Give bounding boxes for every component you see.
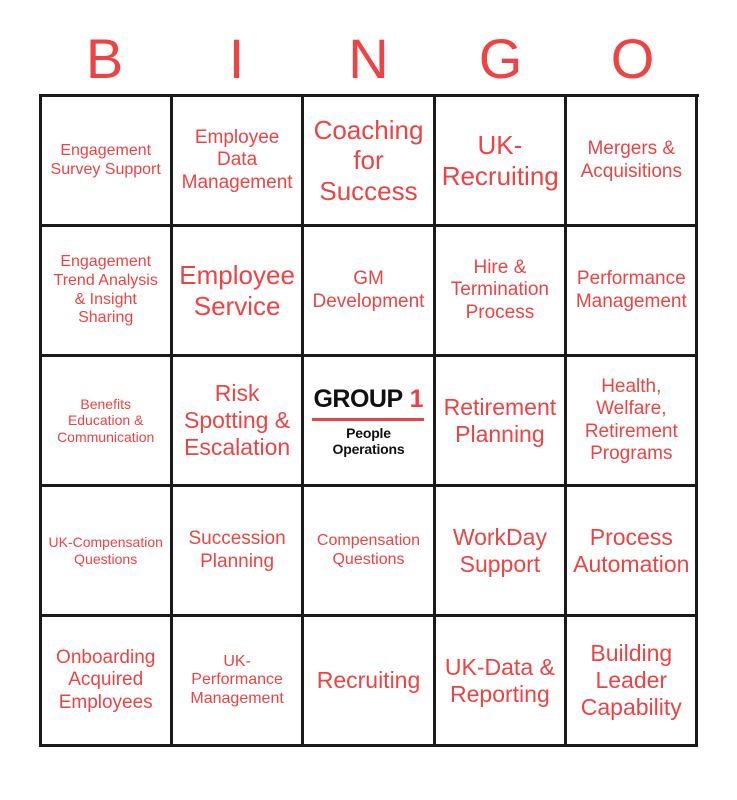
bingo-cell[interactable] bbox=[42, 97, 173, 227]
bingo-cell[interactable] bbox=[304, 97, 435, 227]
bingo-cell-label: Succession Planning bbox=[188, 528, 286, 572]
bingo-cell[interactable] bbox=[436, 227, 567, 357]
bingo-cell-label: UK-Performance Management bbox=[190, 652, 284, 707]
bingo-cell[interactable] bbox=[173, 487, 304, 617]
logo-number: 1 bbox=[409, 384, 424, 413]
bingo-cell-label: Retirement Planning bbox=[443, 393, 557, 447]
bingo-cell-label: Process Automation bbox=[573, 523, 690, 577]
bingo-cell[interactable] bbox=[173, 357, 304, 487]
logo-underline bbox=[312, 418, 424, 421]
bingo-cell-label: Compensation Questions bbox=[316, 531, 421, 568]
bingo-cell-label: Engagement Trend Analysis & Insight Sharing bbox=[53, 253, 158, 327]
bingo-cell-label: Hire & Termination Process bbox=[450, 257, 549, 323]
bingo-cell-label: UK-Data & Reporting bbox=[444, 653, 555, 707]
bingo-cell[interactable] bbox=[42, 227, 173, 357]
bingo-cell-label: Coaching for Success bbox=[313, 115, 424, 206]
bingo-cell[interactable] bbox=[567, 97, 698, 227]
bingo-cell-label: Employee Data Management bbox=[181, 127, 293, 193]
bingo-cell[interactable] bbox=[436, 97, 567, 227]
bingo-cell[interactable] bbox=[436, 357, 567, 487]
bingo-cell[interactable] bbox=[304, 487, 435, 617]
bingo-cell-label: GM Development bbox=[312, 268, 425, 312]
bingo-cell-label: Recruiting bbox=[316, 667, 421, 694]
bingo-grid bbox=[39, 94, 699, 747]
bingo-cell[interactable] bbox=[42, 617, 173, 747]
bingo-cell[interactable] bbox=[567, 357, 698, 487]
bingo-cell[interactable] bbox=[436, 487, 567, 617]
bingo-cell[interactable] bbox=[173, 227, 304, 357]
bingo-cell-label: Benefits Education & Communication bbox=[57, 396, 155, 445]
logo-subtitle: People Operations bbox=[332, 424, 405, 457]
bingo-cell-label: Onboarding Acquired Employees bbox=[56, 647, 156, 713]
bingo-letter-n: N bbox=[348, 27, 389, 90]
bingo-cell[interactable] bbox=[436, 617, 567, 747]
bingo-cell-label: Mergers & Acquisitions bbox=[580, 138, 682, 182]
bingo-cell-label: Health, Welfare, Retirement Programs bbox=[584, 376, 678, 464]
bingo-cell-label: Employee Service bbox=[179, 260, 295, 321]
bingo-free-space-logo[interactable] bbox=[304, 357, 435, 487]
bingo-cell-label: Engagement Survey Support bbox=[50, 141, 161, 178]
bingo-letter-i: I bbox=[228, 27, 245, 90]
logo-row bbox=[310, 385, 426, 414]
bingo-cell-label: WorkDay Support bbox=[452, 523, 547, 577]
bingo-cell-label: UK-Recruiting bbox=[441, 130, 559, 191]
bingo-letter-b: B bbox=[85, 27, 124, 90]
bingo-cell[interactable] bbox=[304, 617, 435, 747]
bingo-cell[interactable] bbox=[42, 357, 173, 487]
logo-wordmark: GROUP bbox=[313, 384, 403, 413]
bingo-header bbox=[39, 0, 699, 94]
bingo-cell[interactable] bbox=[42, 487, 173, 617]
bingo-letter-o: O bbox=[610, 27, 655, 90]
bingo-cell-label: Risk Spotting & Escalation bbox=[184, 380, 291, 460]
bingo-cell-label: Performance Management bbox=[575, 268, 687, 312]
bingo-cell-label: Building Leader Capability bbox=[580, 640, 682, 720]
bingo-cell-label: UK-Compensation Questions bbox=[48, 534, 163, 567]
bingo-cell[interactable] bbox=[567, 617, 698, 747]
bingo-cell[interactable] bbox=[173, 617, 304, 747]
bingo-letter-g: G bbox=[478, 27, 523, 90]
bingo-cell[interactable] bbox=[304, 227, 435, 357]
bingo-cell[interactable] bbox=[173, 97, 304, 227]
bingo-cell[interactable] bbox=[567, 487, 698, 617]
bingo-cell[interactable] bbox=[567, 227, 698, 357]
